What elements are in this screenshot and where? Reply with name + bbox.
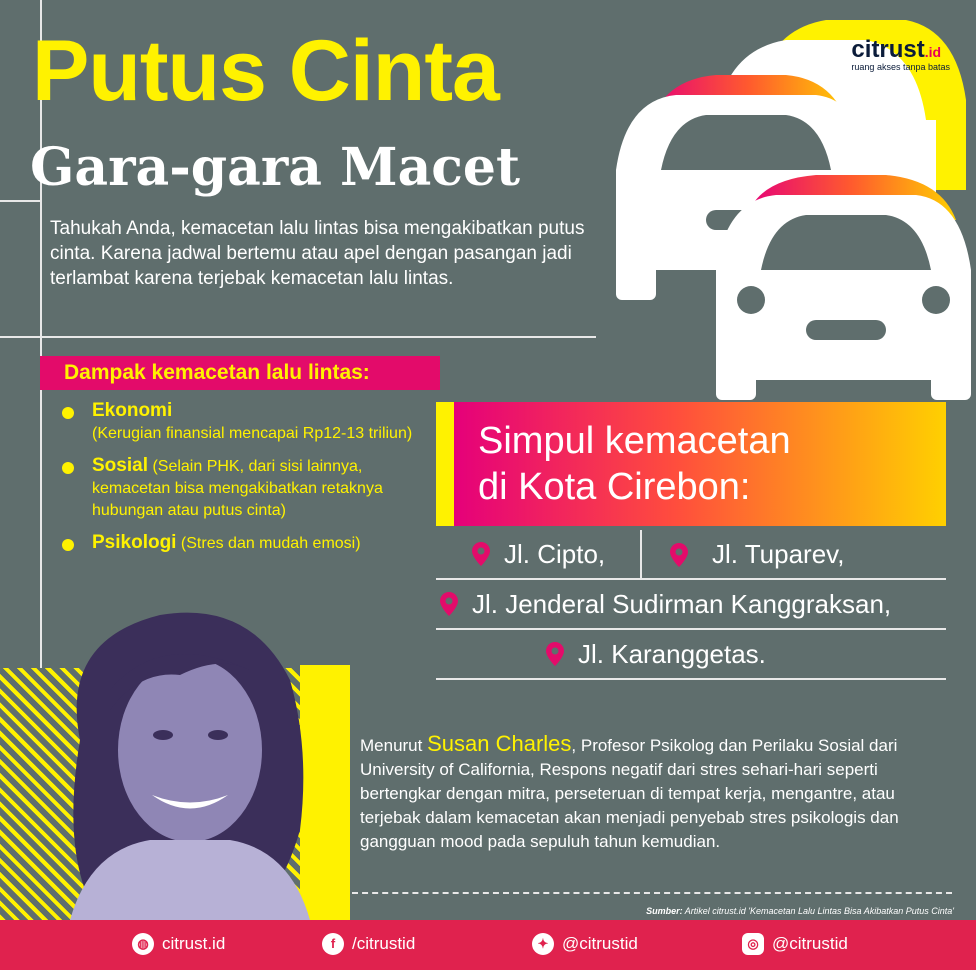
- quote-prefix: Menurut: [360, 736, 428, 755]
- portrait-photo: [40, 600, 330, 920]
- item-head: Sosial: [92, 455, 148, 476]
- quote-paragraph: [360, 732, 940, 854]
- street-row: [436, 580, 946, 630]
- globe-icon: ◍: [132, 933, 154, 955]
- street-row: [436, 630, 946, 680]
- dashed-divider: [352, 892, 952, 894]
- facebook-icon: f: [322, 933, 344, 955]
- simpul-line2: di Kota Cirebon:: [478, 466, 751, 508]
- sub-title: Gara-gara Macet: [30, 137, 521, 198]
- street-name: Jl. Jenderal Sudirman Kanggraksan,: [472, 588, 892, 619]
- simpul-banner: [436, 402, 946, 526]
- item-detail: (Stres dan mudah emosi): [180, 535, 361, 552]
- logo-suffix: .id: [924, 44, 942, 60]
- street-list: [436, 530, 946, 680]
- instagram-icon: ◎: [742, 933, 764, 955]
- item-head: Ekonomi: [92, 400, 173, 421]
- map-pin-icon: [440, 592, 458, 616]
- footer-web-label: citrust.id: [162, 934, 226, 953]
- map-pin-icon: [546, 642, 564, 666]
- footer-twitter[interactable]: [532, 933, 638, 955]
- citrust-logo: [851, 38, 950, 72]
- divider: [640, 530, 642, 580]
- expert-name: Susan Charles: [427, 731, 572, 756]
- twitter-icon: ✦: [532, 933, 554, 955]
- list-item: [60, 455, 420, 522]
- item-head: Psikologi: [92, 532, 177, 553]
- source-text: Artikel citrust.id 'Kemacetan Lalu Lintas Bisa Akibatkan Putus Cinta': [684, 906, 954, 916]
- footer-bar: [0, 920, 976, 970]
- footer-facebook[interactable]: [322, 933, 415, 955]
- logo-prefix: ci: [851, 36, 872, 63]
- list-item: [60, 532, 420, 555]
- street-name: Jl. Karanggetas.: [578, 638, 766, 669]
- decorative-line: [0, 336, 596, 338]
- map-pin-icon: [670, 543, 688, 567]
- simpul-line1: Simpul kemacetan: [478, 420, 791, 462]
- street-row: [436, 530, 946, 580]
- bullet-icon: [62, 539, 74, 551]
- bullet-icon: [62, 462, 74, 474]
- footer-web[interactable]: [132, 933, 225, 955]
- decorative-line: [0, 200, 40, 202]
- footer-instagram[interactable]: [742, 933, 848, 955]
- logo-word: trust: [871, 36, 925, 63]
- footer-instagram-label: @citrustid: [772, 934, 848, 953]
- impact-title: Dampak kemacetan lalu lintas:: [40, 356, 440, 390]
- item-detail: (Selain PHK, dari sisi lainnya, kemacetan bisa mengakibatkan retaknya hubungan atau putus cinta): [92, 458, 383, 519]
- source-note: [646, 906, 954, 916]
- logo-tagline: ruang akses tanpa batas: [851, 62, 950, 72]
- street-name: Jl. Cipto,: [504, 538, 606, 569]
- footer-twitter-label: @citrustid: [562, 934, 638, 953]
- quote-text: , Profesor Psikolog dan Perilaku Sosial dari University of California, Respons negatif dari stres sehari-hari seperti bertengkar dengan mitra, perseteruan di tempat kerja, mengantre, atau terjebak dalam kemacetan akan menjadi penyebab stres psikologis dan gangguan mood pada sepuluh tahun kemudian.: [360, 736, 899, 851]
- intro-paragraph: Tahukah Anda, kemacetan lalu lintas bisa mengakibatkan putus cinta. Karena jadwal bertemu atau apel dengan pasangan jadi terlambat karena terjebak kemacetan lalu lintas.: [50, 218, 585, 289]
- footer-facebook-label: /citrustid: [352, 934, 416, 953]
- item-detail: (Kerugian finansial mencapai Rp12-13 triliun): [92, 425, 413, 442]
- street-name: Jl. Tuparev,: [712, 538, 845, 569]
- source-label: Sumber:: [646, 906, 683, 916]
- bullet-icon: [62, 407, 74, 419]
- map-pin-icon: [472, 542, 490, 566]
- main-title: Putus Cinta: [32, 23, 499, 119]
- list-item: [60, 400, 420, 445]
- impact-list: [60, 400, 420, 565]
